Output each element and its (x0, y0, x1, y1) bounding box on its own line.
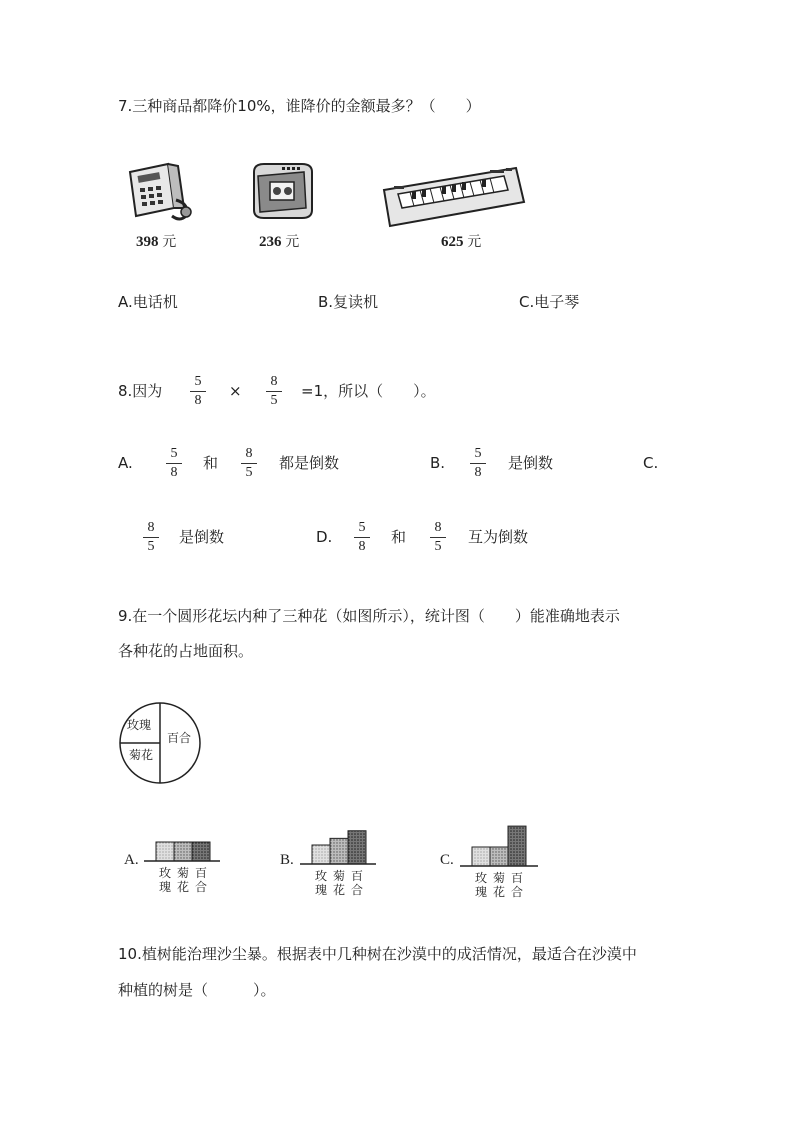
fraction-5-8: 5 8 (354, 520, 370, 555)
option-8d-text: 互为倒数 (468, 528, 529, 546)
chart-c-bar-3 (508, 826, 526, 866)
option-8a-and: 和 (203, 454, 219, 472)
chart-c-cat-3: 百 合 (510, 871, 523, 899)
chart-a-bar-3 (192, 842, 210, 861)
circle-label-lily: 百合 (167, 731, 192, 745)
option-8b-text: 是倒数 (508, 454, 554, 472)
fraction-8-5: 8 5 (241, 446, 257, 481)
option-8a-label[interactable]: A. (118, 454, 133, 472)
cassette-player-icon (246, 158, 318, 224)
option-8a-text: 都是倒数 (279, 454, 340, 472)
chart-b-bar-1 (312, 845, 330, 864)
times-sign: × (229, 382, 242, 400)
chart-a-bar-2 (174, 842, 192, 861)
fraction-8-5: 8 5 (430, 520, 446, 555)
chart-a-cat-3: 百 合 (194, 866, 207, 894)
option-8d-label[interactable]: D. (316, 528, 333, 546)
fraction-8-5: 8 5 (266, 374, 282, 409)
price-keyboard: 625 元 (441, 234, 482, 250)
question-8-prefix: 8.因为 (118, 382, 163, 400)
chart-a-cat-1: 玫 瑰 (158, 866, 171, 894)
chart-b-label[interactable]: B. (280, 852, 294, 868)
chart-c-bar-2 (490, 847, 508, 866)
chart-c-cat-1: 玫 瑰 (474, 871, 487, 899)
chart-b-cat-2: 菊 花 (332, 869, 345, 897)
fraction-5-8: 5 8 (190, 374, 206, 409)
chart-b-bar-2 (330, 838, 348, 864)
option-8c-text: 是倒数 (179, 528, 225, 546)
option-8d-and: 和 (391, 528, 407, 546)
option-8c-label[interactable]: C. (643, 454, 659, 472)
circle-label-chrysanthemum: 菊花 (129, 748, 154, 762)
option-8b-label[interactable]: B. (430, 454, 446, 472)
fraction-8-5: 8 5 (143, 520, 159, 555)
chart-c-bar-1 (472, 847, 490, 866)
option-7c[interactable]: C.电子琴 (519, 293, 580, 311)
price-telephone: 398 元 (136, 234, 177, 250)
circle-label-rose: 玫瑰 (127, 718, 152, 732)
chart-b-cat-3: 百 合 (350, 869, 363, 897)
telephone-icon (124, 158, 196, 224)
keyboard-icon (380, 164, 528, 230)
fraction-5-8: 5 8 (470, 446, 486, 481)
question-9-line1: 9.在一个圆形花坛内种了三种花（如图所示），统计图（ ）能准确地表示 (118, 607, 620, 625)
chart-c-cat-2: 菊 花 (492, 871, 505, 899)
option-7a[interactable]: A.电话机 (118, 293, 178, 311)
chart-b-cat-1: 玫 瑰 (314, 869, 327, 897)
option-7b[interactable]: B.复读机 (318, 293, 379, 311)
chart-c-label[interactable]: C. (440, 852, 454, 868)
bar-charts (0, 800, 794, 870)
chart-a-cat-2: 菊 花 (176, 866, 189, 894)
chart-b-bar-3 (348, 831, 366, 864)
question-7-text: 7.三种商品都降价10%，谁降价的金额最多？（ ） (118, 97, 481, 115)
question-10-line2: 种植的树是（ ）。 (118, 981, 276, 999)
fraction-5-8: 5 8 (166, 446, 182, 481)
chart-a-bar-1 (156, 842, 174, 861)
price-cassette-player: 236 元 (259, 234, 300, 250)
question-8-suffix: =1，所以（ ）。 (301, 382, 436, 400)
question-9-line2: 各种花的占地面积。 (118, 642, 254, 660)
chart-a-label[interactable]: A. (124, 852, 139, 868)
question-10-line1: 10.植树能治理沙尘暴。根据表中几种树在沙漠中的成活情况，最适合在沙漠中 (118, 945, 637, 963)
